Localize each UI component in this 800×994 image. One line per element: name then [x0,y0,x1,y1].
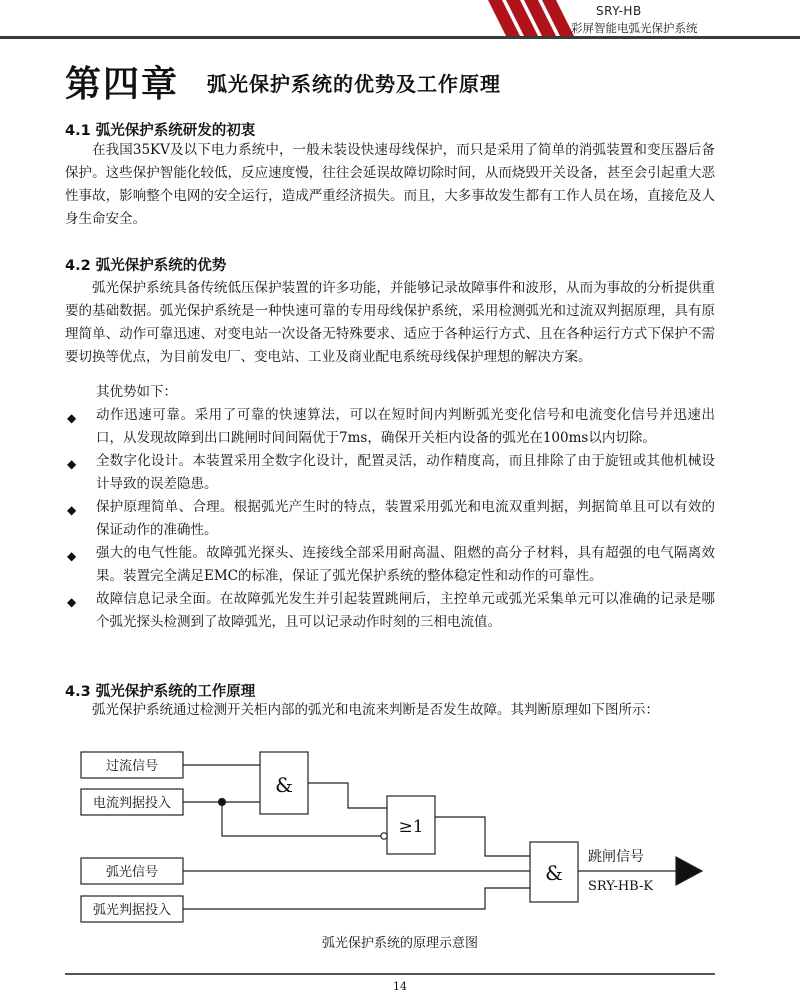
chapter-title: 弧光保护系统的优势及工作原理 [207,72,501,96]
section-4-3-paragraph: 弧光保护系统通过检测开关柜内部的弧光和电流来判断是否发生故障。其判断原理如下图所示： [92,702,659,718]
section-heading-4-2: 4.2 弧光保护系统的优势 [65,258,227,274]
header-model-code: SRY-HB [596,4,642,18]
output-arrow-icon [676,857,702,885]
chapter-number: 第四章 [65,63,180,105]
list-item: ◆ 动作迅速可靠。采用了可靠的快速算法，可以在短时间内判断弧光变化信号和电流变化信号并迅速出口，从发现故障到出口跳闸时间间隔优于7ms，确保开关柜内设备的弧光在100ms以内切除。 [67,407,715,446]
input-label-arc: 弧光信号 [105,865,159,880]
junction-dot [219,799,226,806]
section-4-1-paragraph: 在我国35KV及以下电力系统中，一般未装设快速母线保护，而只是采用了简单的消弧装置和变压器后备保护。这些保护智能化较低，反应速度慢，往往会延误故障切除时间，从而烧毁开关设备，甚至会引起重大恶性事故，影响整个电网的安全运行，造成严重经济损失。而且，大多事故发生都有工作人员在场，直接危及人身生命安全。 [65,142,715,227]
diamond-bullet-icon: ◆ [67,595,77,609]
header-product-name: 彩屏智能电弧光保护系统 [571,21,698,35]
output-label: 跳闸信号 [588,849,644,865]
section-4-2-paragraph: 弧光保护系统具备传统低压保护装置的许多功能，并能够记录故障事件和波形，从而为事故的分析提供重要的基础数据。弧光保护系统是一种快速可靠的专用母线保护系统，采用检测弧光和过流双判据原理，具有原理简单、动作可靠迅速、对变电站一次设备无特殊要求、适应于各种运行方式、且在各种运行方式下保护不需要切换等优点，为目前发电厂、变电站、工业及商业配电系统母线保护理想的解决方案。 [65,280,715,365]
wire-criterion-to-or [222,802,381,836]
diamond-bullet-icon: ◆ [67,411,77,425]
section-heading-4-1: 4.1 弧光保护系统研发的初衷 [65,123,256,139]
list-item: ◆ 全数字化设计。本装置采用全数字化设计，配置灵活，动作精度高，而且排除了由于旋钮或其他机械设计导致的误差隐患。 [67,453,715,492]
wire-arc-criterion [183,888,530,909]
list-item: ◆ 保护原理简单、合理。根据弧光产生时的特点，装置采用弧光和电流双重判据，判据简单且可以有效的保证动作的准确性。 [67,499,715,538]
diamond-bullet-icon: ◆ [67,503,77,517]
wire-or-to-and2 [435,817,530,856]
list-item: ◆ 强大的电气性能。故障弧光探头、连接线全部采用耐高温、阻燃的高分子材料，具有超强的电气隔离效果。装置完全满足EMC的标准，保证了弧光保护系统的整体稳定性和动作的可靠性。 [67,545,715,584]
input-label-current-criterion: 电流判据投入 [92,796,172,811]
and-gate-2-symbol: & [545,861,563,885]
or-gate-symbol: ≥1 [398,817,424,837]
section-heading-4-3: 4.3 弧光保护系统的工作原理 [65,684,256,700]
input-label-arc-criterion: 弧光判据投入 [92,903,172,918]
diagram-caption: 弧光保护系统的原理示意图 [321,936,478,951]
list-item: ◆ 故障信息记录全面。在故障弧光发生并引起装置跳闸后，主控单元或弧光采集单元可以准确的记录是哪个弧光探头检测到了故障弧光，且可以记录动作时刻的三相电流值。 [67,591,715,630]
diamond-bullet-icon: ◆ [67,457,77,471]
diamond-bullet-icon: ◆ [67,549,77,563]
and-gate-1-symbol: & [275,773,293,797]
advantages-intro: 其优势如下： [96,384,177,400]
wire-and1-to-or [308,783,387,808]
device-label: SRY-HB-K [588,879,654,894]
page-number: 14 [393,980,407,993]
input-label-overcurrent: 过流信号 [105,759,159,774]
inverter-bubble [381,833,387,839]
footer-rule [65,973,715,975]
